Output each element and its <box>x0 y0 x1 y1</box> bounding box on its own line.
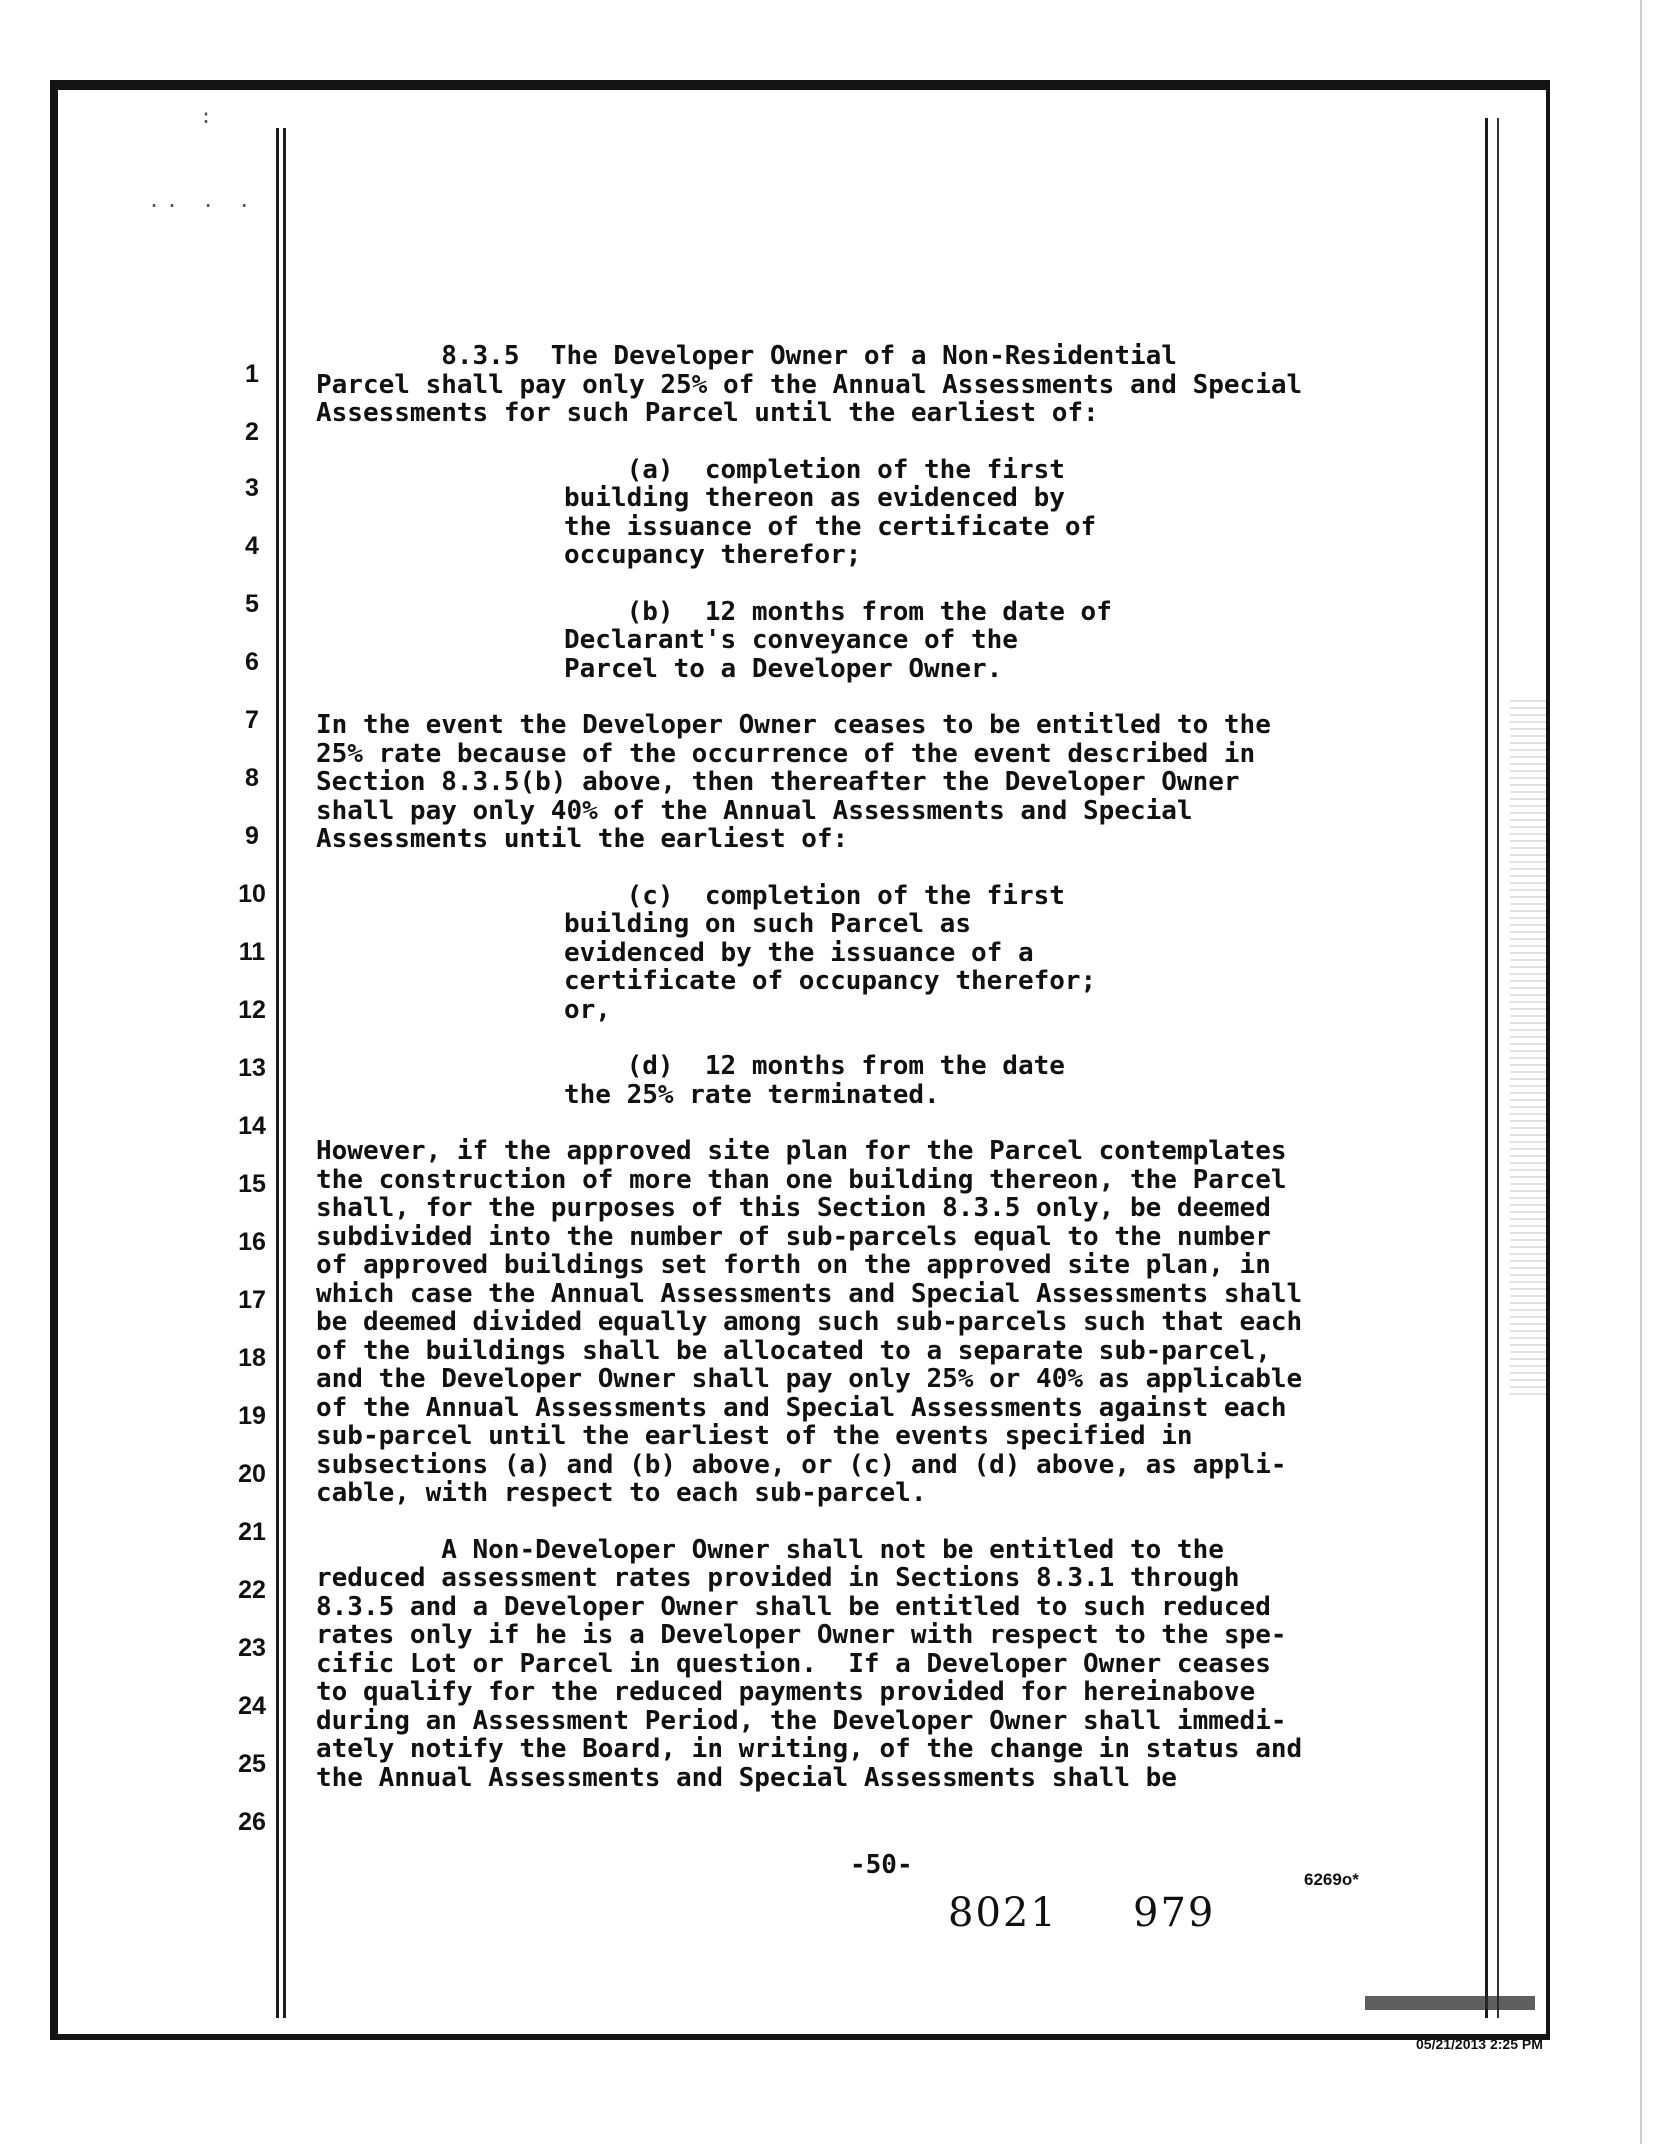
book-stamp: 8021 <box>948 1890 1058 1936</box>
text-line: ately notify the Board, in writing, of the change in status and <box>316 1734 1303 1764</box>
line-number: 20 <box>238 1460 266 1488</box>
line-number: 1 <box>245 360 259 388</box>
paragraph-sub-parcels <box>316 1137 1476 1508</box>
scan-speck: : <box>200 104 219 128</box>
line-number: 18 <box>238 1344 266 1372</box>
line-number: 14 <box>238 1112 266 1140</box>
text-line: (d) 12 months from the date <box>564 1051 1065 1081</box>
paragraph-8-3-5 <box>316 342 1476 428</box>
text-line: which case the Annual Assessments and Special Assessments shall <box>316 1278 1303 1309</box>
clause-a <box>316 456 1476 570</box>
line-number: 12 <box>238 996 266 1024</box>
line-number: 2 <box>245 418 259 446</box>
text-line: 8.3.5 The Developer Owner of a Non-Residential <box>316 341 1177 371</box>
text-line: evidenced by the issuance of a <box>564 937 1034 968</box>
text-line: Parcel to a Developer Owner. <box>564 653 1003 684</box>
line-number: 25 <box>238 1750 266 1778</box>
text-line: rates only if he is a Developer Owner with respect to the spe- <box>316 1620 1287 1650</box>
line-number: 9 <box>245 822 259 850</box>
ink-blot <box>1365 1996 1535 2010</box>
text-line: during an Assessment Period, the Developer Owner shall immedi- <box>316 1705 1287 1736</box>
text-line: or, <box>564 994 611 1025</box>
text-line: shall pay only 40% of the Annual Assessments and Special <box>316 795 1193 826</box>
text-line: to qualify for the reduced payments provided for hereinabove <box>316 1677 1256 1707</box>
line-number: 5 <box>245 590 259 618</box>
text-line: shall, for the purposes of this Section 8.3.5 only, be deemed <box>316 1193 1271 1223</box>
text-line: Assessments until the earliest of: <box>316 824 849 854</box>
document-body <box>316 342 1476 1792</box>
text-line: of the Annual Assessments and Special Assessments against each <box>316 1392 1287 1423</box>
line-number: 21 <box>238 1518 266 1546</box>
text-line: sub-parcel until the earliest of the events specified in <box>316 1421 1193 1451</box>
text-line: be deemed divided equally among such sub-parcels such that each <box>316 1307 1303 1337</box>
clause-d <box>316 1052 1476 1109</box>
left-margin-rule-inner <box>283 128 286 2018</box>
text-line: A Non-Developer Owner shall not be entitled to the <box>316 1534 1224 1565</box>
scan-speck: .. . . <box>148 188 257 212</box>
text-line: cific Lot or Parcel in question. If a Developer Owner ceases <box>316 1648 1271 1679</box>
text-line: the Annual Assessments and Special Assessments shall be <box>316 1762 1177 1793</box>
right-margin-rule <box>1485 118 1488 2018</box>
line-number: 19 <box>238 1402 266 1430</box>
text-line: subdivided into the number of sub-parcels equal to the number <box>316 1221 1271 1252</box>
line-number: 23 <box>238 1634 266 1662</box>
text-line: the 25% rate terminated. <box>564 1079 940 1110</box>
text-line: (b) 12 months from the date of <box>564 596 1112 627</box>
text-line: building on such Parcel as <box>564 909 971 939</box>
text-line: occupancy therefor; <box>564 540 862 570</box>
text-line: Section 8.3.5(b) above, then thereafter the Developer Owner <box>316 767 1240 797</box>
page-number: -50- <box>850 1850 913 1880</box>
line-number: 24 <box>238 1692 266 1720</box>
line-number: 7 <box>245 706 259 734</box>
line-number: 16 <box>238 1228 266 1256</box>
text-line: 25% rate because of the occurrence of the event described in <box>316 738 1256 769</box>
text-line: (c) completion of the first <box>564 880 1065 911</box>
print-timestamp: 05/21/2013 2:25 PM <box>1416 2036 1543 2052</box>
line-number: 13 <box>238 1054 266 1082</box>
line-number: 15 <box>238 1170 266 1198</box>
text-line: Declarant's conveyance of the <box>564 625 1018 655</box>
text-line: subsections (a) and (b) above, or (c) and (d) above, as appli- <box>316 1449 1287 1480</box>
text-line: of the buildings shall be allocated to a separate sub-parcel, <box>316 1335 1271 1366</box>
text-line: Parcel shall pay only 25% of the Annual Assessments and Special <box>316 369 1303 400</box>
text-line: (a) completion of the first <box>564 454 1065 485</box>
paragraph-rate-change <box>316 711 1476 854</box>
line-number: 6 <box>245 648 259 676</box>
scan-edge <box>1640 0 1642 2144</box>
text-line: of approved buildings set forth on the approved site plan, in <box>316 1250 1271 1280</box>
document-id: 6269o* <box>1304 1870 1359 1889</box>
text-line: However, if the approved site plan for the Parcel contemplates <box>316 1136 1287 1166</box>
text-line: certificate of occupancy therefor; <box>564 966 1097 996</box>
text-line: cable, with respect to each sub-parcel. <box>316 1478 927 1508</box>
clause-c <box>316 882 1476 1025</box>
line-number: 3 <box>245 474 259 502</box>
clause-b <box>316 598 1476 684</box>
line-number: 4 <box>245 532 259 560</box>
line-number: 17 <box>238 1286 266 1314</box>
text-line: 8.3.5 and a Developer Owner shall be entitled to such reduced <box>316 1591 1271 1622</box>
text-line: the issuance of the certificate of <box>564 511 1097 542</box>
scan-noise <box>1510 700 1546 1400</box>
text-line: Assessments for such Parcel until the earliest of: <box>316 398 1099 428</box>
line-number: 10 <box>238 880 266 908</box>
line-number: 26 <box>238 1808 266 1836</box>
page-stamp: 979 <box>1133 1890 1216 1936</box>
text-line: reduced assessment rates provided in Sections 8.3.1 through <box>316 1563 1240 1593</box>
text-line: the construction of more than one building thereon, the Parcel <box>316 1164 1287 1195</box>
text-line: building thereon as evidenced by <box>564 483 1065 513</box>
text-line: and the Developer Owner shall pay only 25% or 40% as applicable <box>316 1364 1303 1394</box>
right-margin-rule-outer <box>1497 118 1499 2018</box>
text-line: In the event the Developer Owner ceases to be entitled to the <box>316 710 1271 740</box>
line-number: 22 <box>238 1576 266 1604</box>
left-margin-rule <box>276 128 279 2018</box>
paragraph-non-developer <box>316 1536 1476 1793</box>
line-number: 8 <box>245 764 259 792</box>
line-number: 11 <box>238 938 266 966</box>
